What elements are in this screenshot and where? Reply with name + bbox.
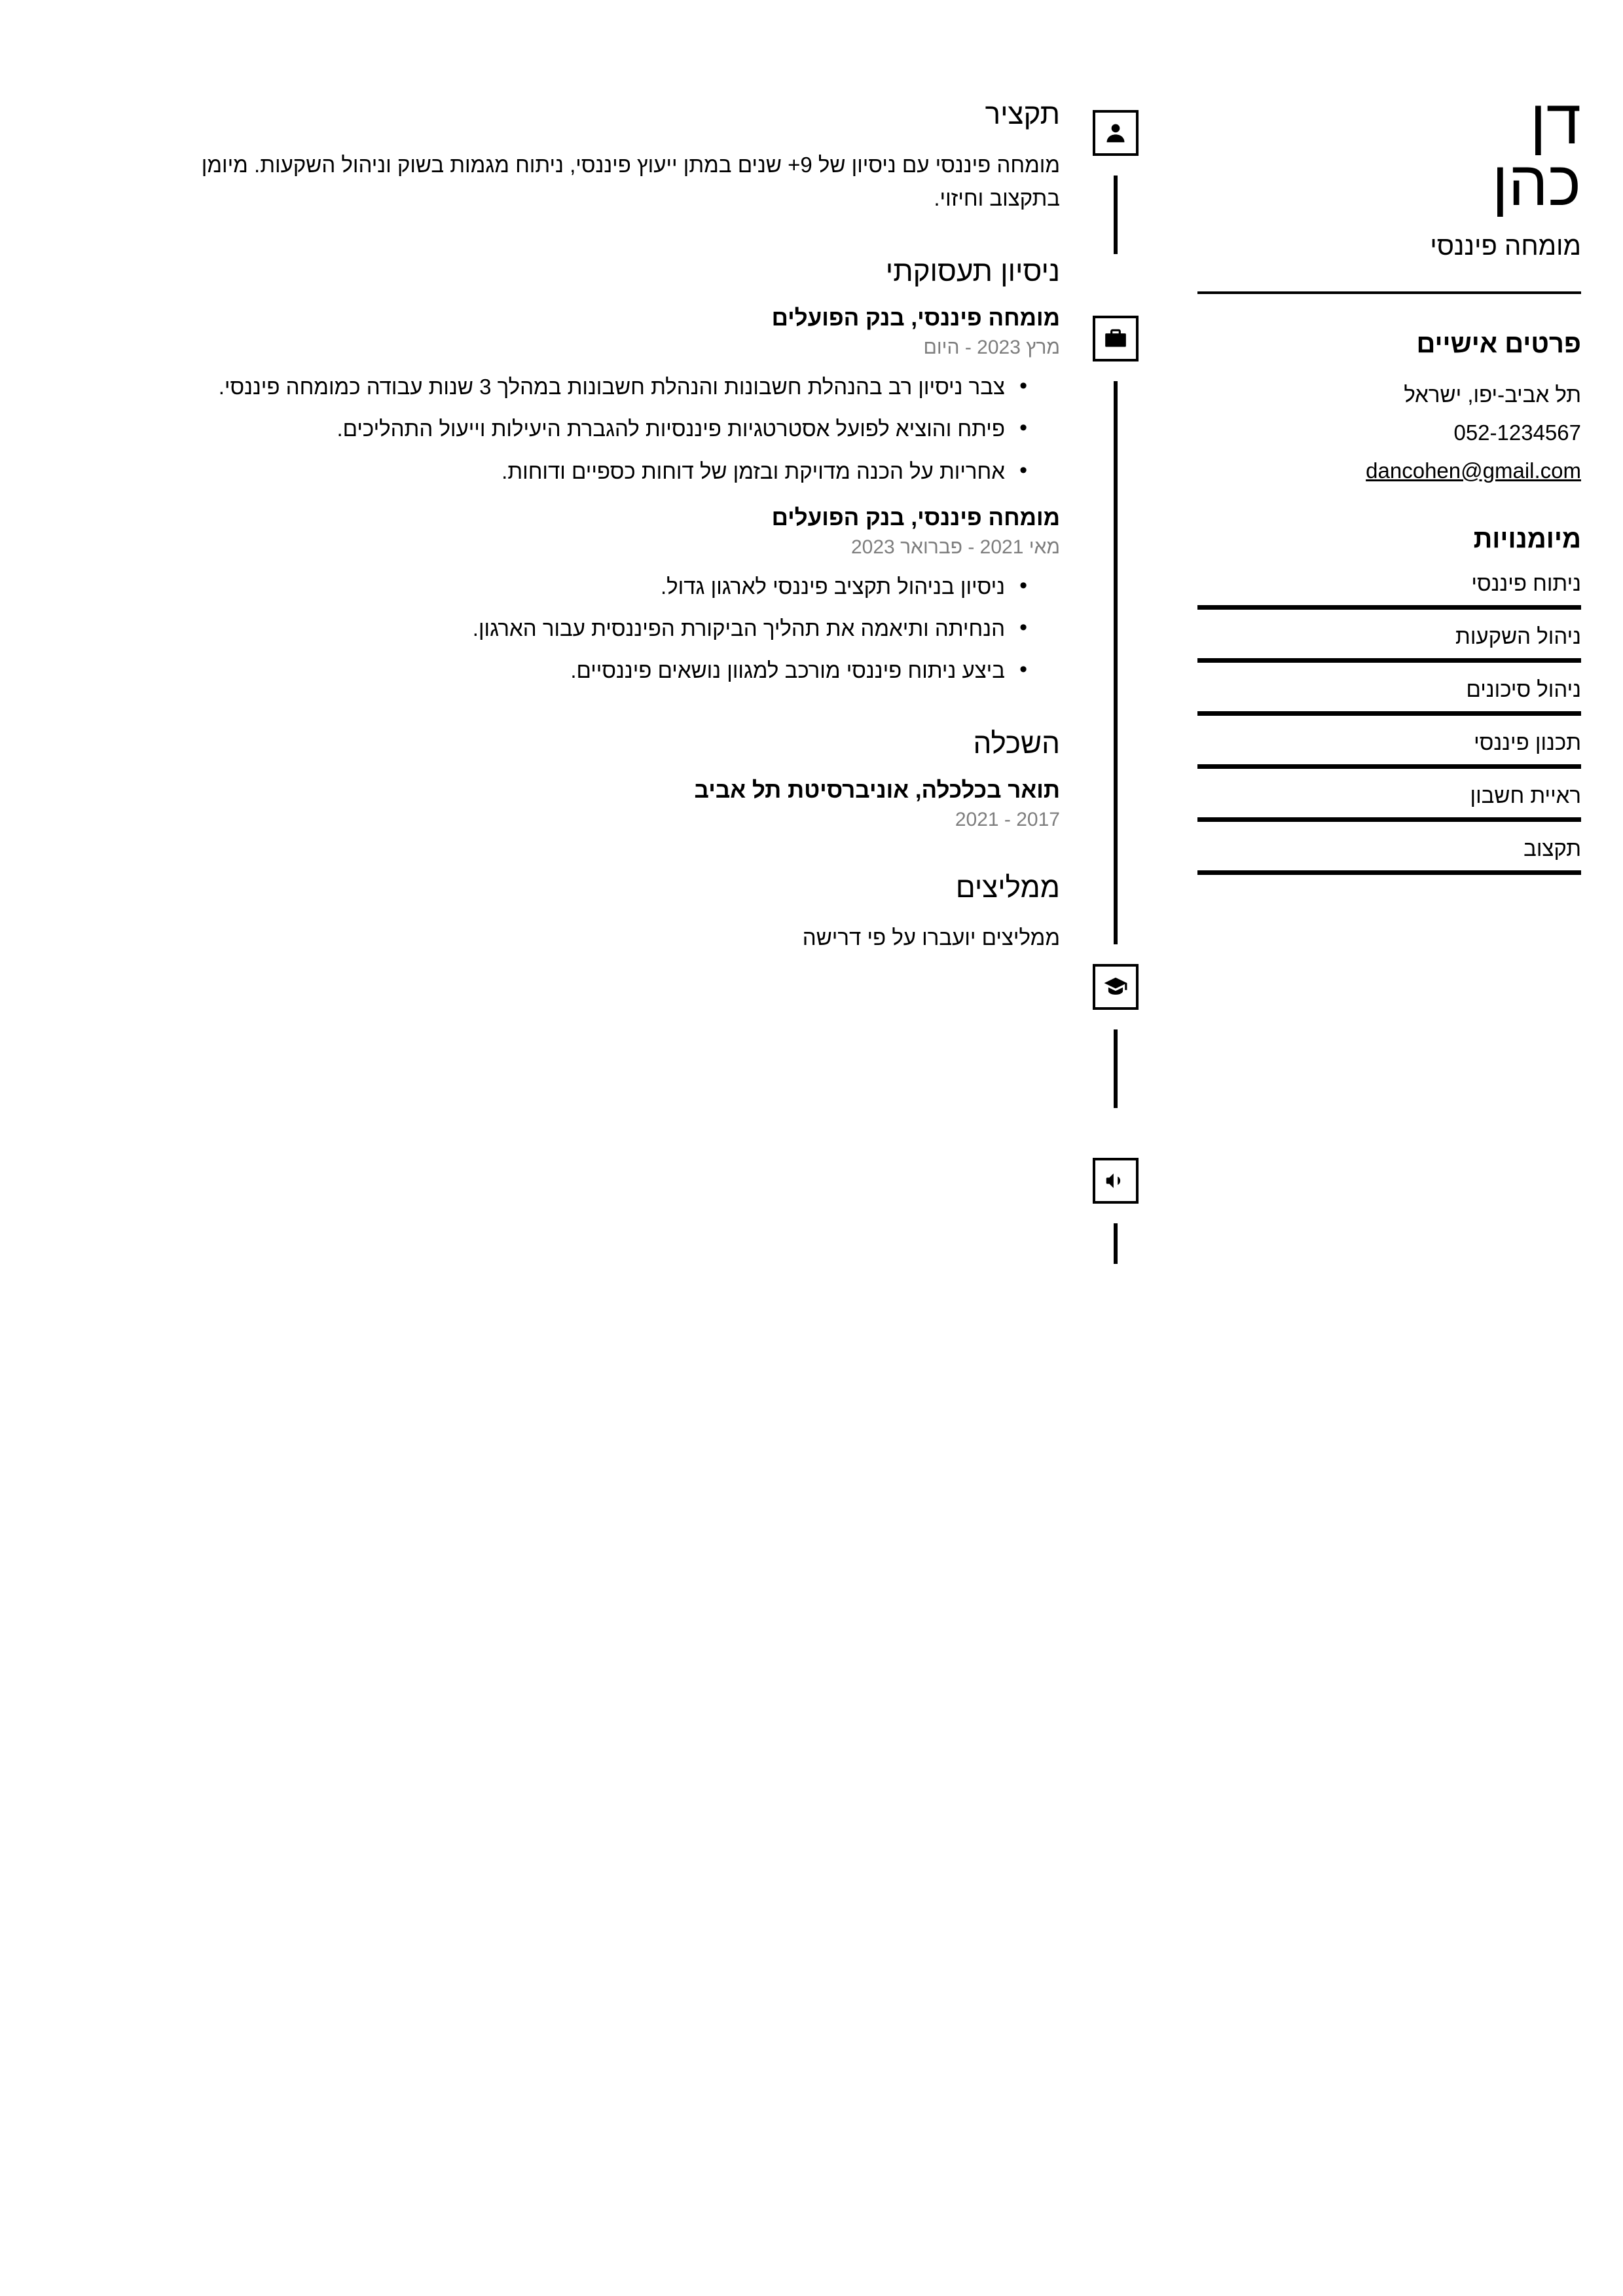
rail-segment-education (1114, 1029, 1118, 1108)
skill-item: תכנון פיננסי (1197, 730, 1581, 769)
sidebar-divider (1197, 291, 1581, 294)
references-section-title: ממליצים (955, 872, 1060, 904)
rail-segment-references (1114, 1223, 1118, 1264)
job-title-company: מומחה פיננסי, בנק הפועלים (771, 504, 1060, 530)
education-section-title: השכלה (973, 728, 1060, 760)
skills-title: מיומנויות (1473, 525, 1581, 554)
name-first: דן (1529, 87, 1581, 157)
job-dates: מאי 2021 - פברואר 2023 (851, 536, 1060, 558)
job-bullets (164, 570, 1060, 687)
person-icon (1093, 110, 1139, 156)
contact-email-link[interactable]: dancohen@gmail.com (1366, 458, 1581, 483)
experience-entry (164, 305, 1060, 487)
sidebar (1171, 0, 1623, 875)
contact-phone: 052-1234567 (1453, 420, 1581, 445)
job-bullet: • אחריות על הכנה מדויקת ובזמן של דוחות כספיים ודוחות. (164, 455, 1027, 488)
experience-entry (164, 505, 1060, 687)
job-dates: מרץ 2023 - היום (923, 337, 1060, 359)
summary-text: מומחה פיננסי עם ניסיון של 9+ שנים במתן ייעוץ פיננסי, ניתוח מגמות בשוק וניהול השקעות. מיומן בתקצוב וחיזוי. (201, 153, 1060, 211)
skill-item: ניתוח פיננסי (1197, 571, 1581, 610)
contact-address: תל אביב-יפו, ישראל (1404, 382, 1581, 407)
job-title-company: מומחה פיננסי, בנק הפועלים (771, 305, 1060, 331)
personal-details-title: פרטים אישיים (1416, 329, 1581, 359)
education-dates: 2017 - 2021 (955, 809, 1060, 831)
graduation-cap-icon (1093, 964, 1139, 1010)
rail-segment-summary (1114, 176, 1118, 254)
references-text: ממליצים יועברו על פי דרישה (802, 925, 1060, 950)
briefcase-icon (1093, 316, 1139, 361)
megaphone-icon (1093, 1158, 1139, 1204)
contact-email-row (1197, 452, 1581, 490)
candidate-name (1197, 87, 1581, 219)
name-last: כהן (1491, 149, 1581, 219)
experience-section-title: ניסיון תעסוקתי (885, 255, 1060, 288)
job-bullet: • צבר ניסיון רב בהנהלת חשבונות והנהלת חשבונות במהלך 3 שנות עבודה כמומחה פיננסי. (164, 371, 1027, 403)
skill-item: ניהול השקעות (1197, 624, 1581, 663)
skill-item: ניהול סיכונים (1197, 677, 1581, 716)
education-degree: תואר בכלכלה, אוניברסיטת תל אביב (694, 777, 1060, 804)
summary-section-title: תקציר (985, 98, 1060, 130)
rail-segment-experience (1114, 381, 1118, 944)
education-entry (164, 777, 1060, 831)
job-bullet: • פיתח והוציא לפועל אסטרטגיות פיננסיות להגברת היעילות וייעול התהליכים. (164, 413, 1027, 445)
job-bullets (164, 371, 1060, 487)
job-bullet: • ביצע ניתוח פיננסי מורכב למגוון נושאים פיננסיים. (164, 654, 1027, 687)
timeline-rail (1060, 0, 1171, 2296)
job-bullet: • ניסיון בניהול תקציב פיננסי לארגון גדול. (164, 570, 1027, 603)
main-content (0, 0, 1060, 954)
job-bullet: • הנחיתה ותיאמה את תהליך הביקורת הפיננסית עבור הארגון. (164, 612, 1027, 645)
skills-list (1197, 571, 1581, 875)
skill-item: תקצוב (1197, 836, 1581, 875)
skill-item: ראיית חשבון (1197, 783, 1581, 822)
candidate-job-title: מומחה פיננסי (1430, 232, 1581, 261)
